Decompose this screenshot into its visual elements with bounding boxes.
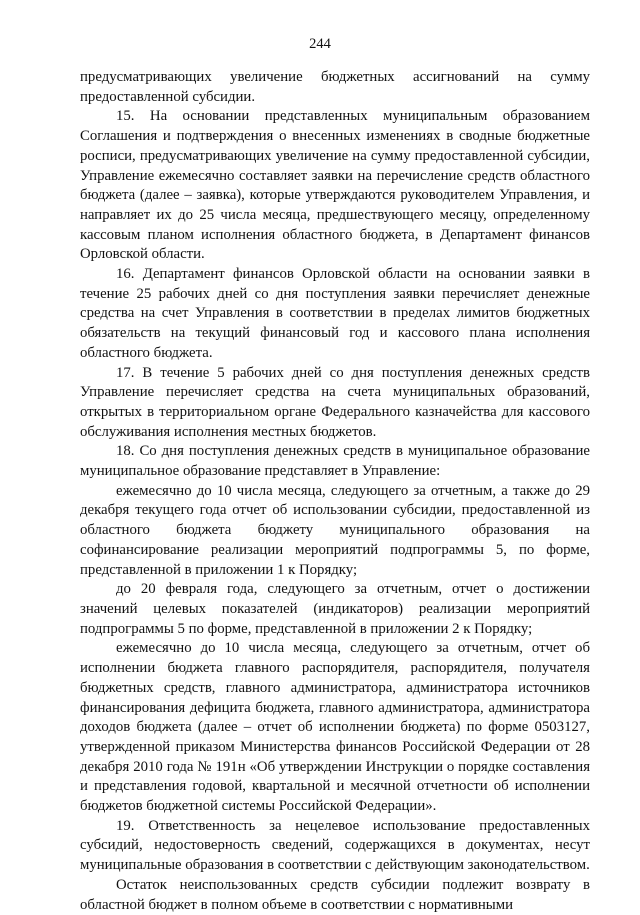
paragraph-item-15: 15. На основании представленных муниципальным образованием Соглашения и подтверждения о внесенных изменениях в сводные бюджетные росписи, предусматривающих увеличение на сумму предоставленной субсидии, Управление ежемесячно составляет заявки на перечисление средств областного бюджета (далее – заявка), которые утверждаются руководителем Управления, и направляет их до 25 числа месяца, предшествующего месяцу, определенному кассовым планом исполнения областного бюджета, в Департамент финансов Орловской области.	[80, 108, 590, 263]
paragraph-item-18: 18. Со дня поступления денежных средств в муниципальное образование муниципальное образование представляет в Управление:	[80, 443, 590, 480]
paragraph-report-budget-execution: ежемесячно до 10 числа месяца, следующего за отчетным, отчет об исполнении бюджета главного распорядителя, распорядителя, получателя бюджетных средств, главного администратора, администратора источников финансирования дефицита бюджета, главного администратора, администратора доходов бюджета (далее – отчет об исполнении бюджета) по форме 0503127, утвержденной приказом Министерства финансов Российской Федерации от 28 декабря 2010 года № 191н «Об утверждении Инструкции о порядке составления и представления годовой, квартальной и месячной отчетности об исполнении бюджетов бюджетной системы Российской Федерации».	[80, 640, 590, 815]
paragraph-report-indicators: до 20 февраля года, следующего за отчетным, отчет о достижении значений целевых показателей (индикаторов) реализации мероприятий подпрограммы 5 по форме, представленной в приложении 2 к Порядку;	[80, 581, 590, 637]
paragraph-continuation: предусматривающих увеличение бюджетных ассигнований на сумму предоставленной субсидии.	[80, 69, 590, 105]
document-body	[80, 68, 590, 915]
paragraph-item-19: 19. Ответственность за нецелевое использование предоставленных субсидий, недостоверность сведений, содержащихся в документах, несут муниципальные образования в соответствии с действующим законодательством.	[80, 817, 590, 874]
paragraph-remainder: Остаток неиспользованных средств субсидии подлежит возврату в областной бюджет в полном объеме в соответствии с нормативными	[80, 876, 590, 913]
paragraph-report-monthly-subsidy: ежемесячно до 10 числа месяца, следующего за отчетным, а также до 29 декабря текущего года отчет об использовании субсидии, предоставленной из областного бюджета бюджету муниципального образования на софинансирование реализации мероприятий подпрограммы 5, по форме, представленной в приложении 1 к Порядку;	[80, 482, 590, 578]
paragraph-item-16: 16. Департамент финансов Орловской области на основании заявки в течение 25 рабочих дней со дня поступления заявки перечисляет денежные средства на счет Управления в соответствии в пределах лимитов бюджетных обязательств на текущий финансовый год и кассового плана исполнения областного бюджета.	[80, 266, 590, 361]
page-number: 244	[309, 36, 331, 52]
paragraph-item-17: 17. В течение 5 рабочих дней со дня поступления денежных средств Управление перечисляет средства на счета муниципальных образований, открытых в территориальном органе Федерального казначейства для кассового обслуживания исполнения местных бюджетов.	[80, 364, 590, 440]
